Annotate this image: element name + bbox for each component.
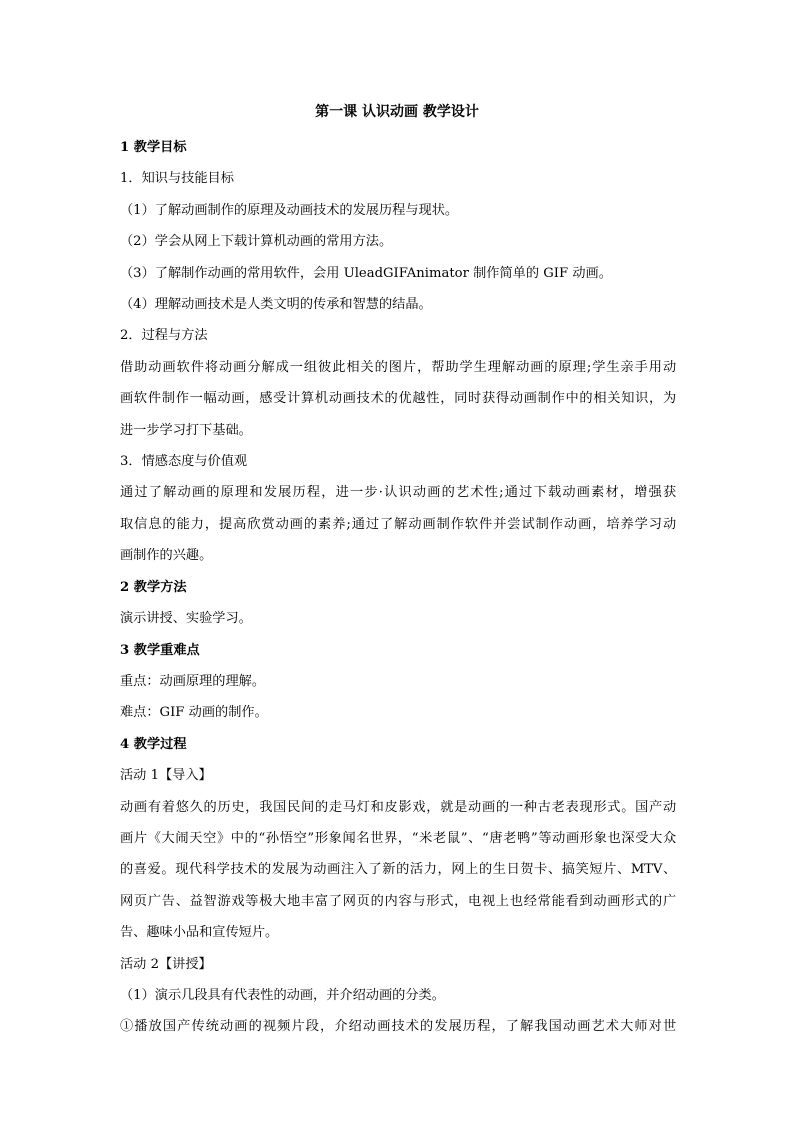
- paragraph-line: 通过了解动画的原理和发展历程，进一步·认识动画的艺术性;通过下载动画素材，增强获: [120, 485, 676, 501]
- document-body: [120, 132, 676, 1043]
- paragraph-line: 画软件制作一幅动画，感受计算机动画技术的优越性，同时获得动画制作中的相关知识，为: [120, 391, 676, 407]
- section-heading-objectives: 1 教学目标: [120, 140, 187, 155]
- step-subitem: ①播放国产传统动画的视频片段，介绍动画技术的发展历程，了解我国动画艺术大师对世: [120, 1019, 676, 1035]
- objective-item: （3）了解制作动画的常用软件，会用 UleadGIFAnimator 制作简单的 GIF 动画。: [120, 265, 612, 281]
- objective-item: （1）了解动画制作的原理及动画技术的发展历程与现状。: [120, 202, 459, 218]
- paragraph-line: 画片《大闹天空》中的“孙悟空”形象闻名世界，“米老鼠”、“唐老鸭”等动画形象也深受大众: [120, 830, 676, 846]
- section-heading-process: 4 教学过程: [120, 736, 187, 752]
- step-item: （1）演示几段具有代表性的动画，并介绍动画的分类。: [120, 987, 445, 1003]
- paragraph-line: 画制作的兴趣。: [120, 548, 213, 564]
- objective-item: （4）理解动画技术是人类文明的传承和智慧的结晶。: [120, 297, 432, 313]
- methods-text: 演示讲授、实验学习。: [120, 611, 252, 627]
- subheading-process-method: 2．过程与方法: [120, 328, 208, 344]
- objective-item: （2）学会从网上下载计算机动画的常用方法。: [120, 234, 393, 250]
- section-heading-key-points: 3 教学重难点: [120, 642, 200, 658]
- paragraph-line: 告、趣味小品和宣传短片。: [120, 925, 279, 941]
- paragraph-line: 网页广告、益智游戏等极大地丰富了网页的内容与形式，电视上也经常能看到动画形式的广: [120, 893, 676, 909]
- paragraph-line: 借助动画软件将动画分解成一组彼此相关的图片，帮助学生理解动画的原理;学生亲手用动: [120, 359, 676, 375]
- paragraph-line: 动画有着悠久的历史，我国民间的走马灯和皮影戏，就是动画的一种古老表现形式。国产动: [120, 799, 676, 815]
- difficult-point-text: 难点：GIF 动画的制作。: [120, 705, 268, 721]
- activity-label: 活动 1【导入】: [120, 768, 212, 784]
- key-point-text: 重点：动画原理的理解。: [120, 673, 266, 689]
- subheading-attitude-values: 3．情感态度与价值观: [120, 454, 248, 470]
- paragraph-line: 进一步学习打下基础。: [120, 422, 252, 438]
- subheading-knowledge-skills: 1．知识与技能目标: [120, 171, 234, 187]
- paragraph-line: 的喜爱。现代科学技术的发展为动画注入了新的活力，网上的生日贺卡、搞笑短片、MTV、: [120, 862, 676, 878]
- document-title: 第一课 认识动画 教学设计: [315, 104, 479, 120]
- paragraph-line: 取信息的能力，提高欣赏动画的素养;通过了解动画制作软件并尝试制作动画，培养学习动: [120, 516, 676, 532]
- activity-label: 活动 2【讲授】: [120, 956, 212, 972]
- section-heading-methods: 2 教学方法: [120, 579, 187, 595]
